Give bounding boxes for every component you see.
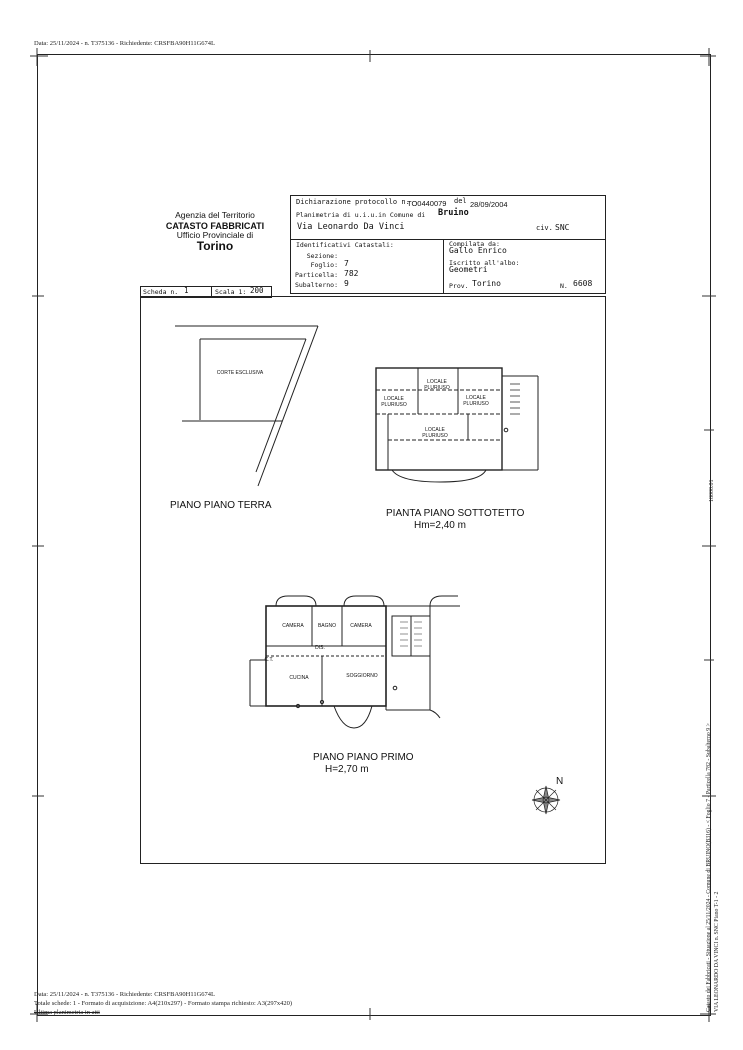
north-label: N [556, 776, 564, 787]
subalterno-value: 9 [344, 279, 349, 288]
prov-label: Prov. [449, 282, 469, 290]
sottotetto-title: PIANTA PIANO SOTTOTETTO [386, 508, 525, 519]
foglio-value: 7 [344, 259, 349, 268]
particella-label: Particella: [294, 271, 338, 279]
bagno: BAGNO [317, 623, 337, 629]
prov-value: Torino [472, 279, 501, 288]
terra-title: PIANO PIANO TERRA [170, 500, 272, 511]
north-compass-icon [532, 786, 560, 814]
plan-terra [175, 326, 318, 486]
compiler-title: Compilata da: [449, 240, 500, 248]
scala-value: 200 [250, 286, 264, 295]
sezione-label: Sezione: [306, 252, 338, 260]
scheda-value: 1 [184, 286, 189, 295]
plan-sottotetto [376, 368, 538, 482]
scala-label: Scala 1: [215, 288, 247, 296]
primo-height: H=2,70 m [325, 764, 369, 775]
albo-value: Geometri [449, 265, 488, 274]
civ-value: SNC [555, 223, 570, 232]
primo-title: PIANO PIANO PRIMO [313, 752, 414, 763]
identifiers-title: Identificativi Catastali: [296, 241, 394, 249]
office-city: Torino [196, 239, 234, 254]
protocol-value: TO0440079 [407, 199, 447, 208]
camera-2: CAMERA [350, 623, 372, 629]
n-value: 6608 [573, 279, 593, 288]
ct-label: C.T. [264, 657, 274, 663]
footer-line-1: Data: 25/11/2024 - n. T375136 - Richiedente: CRSFBA90H11G674L [34, 991, 216, 998]
compiler-name: Gallo Enrico [449, 246, 507, 255]
footer-line-2: Totale schede: 1 - Formato di acquisizione: A4(210x297) - Formato stampa richiesto: A3(297x420) [34, 1000, 293, 1007]
protocol-label: Dichiarazione protocollo n. [296, 198, 410, 206]
soggiorno: SOGGIORNO [346, 673, 378, 679]
header-request-line: Data: 25/11/2024 - n. T375136 - Richiedente: CRSFBA90H11G674L [34, 40, 216, 47]
plan-primo [250, 596, 460, 728]
dis-label: DIS. [315, 645, 325, 651]
catasto-title: CATASTO FABBRICATI [165, 220, 265, 231]
particella-value: 782 [344, 269, 359, 278]
footer-line-3: Ultima planimetria in atti [34, 1009, 100, 1016]
side-code: 18000.01 [709, 479, 715, 502]
side-vertical-1: Catasto dei Fabbricati - Situazione al 25/11/2024 - Comune di BRUINO(B316) - < Foglio 7 - Particella 782 - Subalterno 9 > [706, 723, 712, 1012]
plan-label: Planimetria di u.i.u.in Comune di [296, 211, 426, 219]
date-value: 28/09/2004 [470, 200, 508, 209]
locale-plurius-3: LOCALE PLURIUSO [463, 395, 489, 407]
cucina: CUCINA [289, 675, 309, 681]
sottotetto-height: Hm=2,40 m [414, 520, 466, 531]
civ-label: civ. [536, 224, 553, 232]
locale-plurius-4: LOCALE PLURIUSO [422, 427, 448, 439]
scheda-label: Scheda n. [143, 288, 179, 296]
albo-label: Iscritto all'albo: [449, 259, 520, 267]
date-label: del [454, 197, 467, 205]
camera-1: CAMERA [282, 623, 304, 629]
subalterno-label: Subalterno: [294, 281, 338, 289]
corte-label: CORTE ESCLUSIVA [216, 370, 264, 376]
foglio-label: Foglio: [310, 261, 338, 269]
side-vertical-2: VIA LEONARDO DA VINCI n. SNC Piano T-1 - 2 [714, 891, 720, 1012]
locale-plurius-1: LOCALE PLURIUSO [424, 379, 450, 391]
agency-name: Agenzia del Territorio [175, 210, 255, 220]
locale-plurius-2: LOCALE PLURIUSO [381, 396, 407, 408]
comune-value: Bruino [438, 208, 469, 218]
address-value: Via Leonardo Da Vinci [297, 222, 405, 232]
n-label: N. [560, 282, 568, 290]
office-label: Ufficio Provinciale di [176, 229, 254, 240]
